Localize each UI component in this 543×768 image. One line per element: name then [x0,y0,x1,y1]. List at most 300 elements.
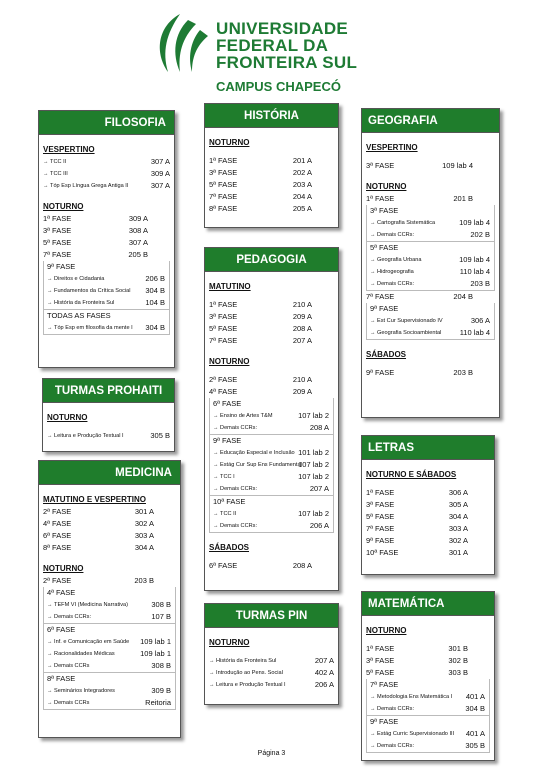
schedule-row [44,273,169,285]
label-text: 1ª FASE [209,156,238,165]
course-label [370,327,441,339]
schedule-row [39,168,174,180]
historia-title: HISTÓRIA [205,104,338,128]
course-label [47,660,89,672]
schedule-row [210,508,333,520]
phase-label [43,249,71,261]
phase-label [366,523,394,535]
room-label: 309 A [150,169,170,178]
schedule-row [44,599,175,611]
course-label [47,285,131,297]
label-text: Demais CCRs: [220,425,258,431]
arrow-icon: → [213,511,221,517]
room-label: 208 A [292,324,312,333]
room-label: 305 B [150,431,170,440]
letras-title: LETRAS [362,436,494,460]
label-text: 9ª FASE [366,536,395,545]
label-text: Leitura e Produção Textual I [216,682,286,688]
phase-group-heading: 5ª FASE [370,243,399,252]
label-text: Educação Especial e Inclusão [220,450,295,456]
schedule-row [39,156,174,168]
schedule-row [362,643,494,655]
label-text: 6ª FASE [43,531,72,540]
course-label [47,685,115,697]
arrow-icon: → [370,330,378,336]
room-label: 301 A [448,548,468,557]
phase-label [366,160,394,172]
filosofia-panel [38,110,175,368]
schedule-row [210,422,333,434]
phase-label [209,323,237,335]
label-text: 3ª FASE [209,168,238,177]
room-label: 209 A [292,387,312,396]
label-text: Racionalidades Médicas [54,651,115,657]
room-label: 208 A [309,423,329,432]
label-text: Demais CCRs [54,700,90,706]
phase-label [209,374,237,386]
label-text: 3ª FASE [366,500,395,509]
arrow-icon: → [370,269,378,275]
section-heading: NOTURNO E SÁBADOS [366,470,457,479]
phase-label [43,518,71,530]
label-text: 5ª FASE [43,238,72,247]
schedule-row [44,297,169,309]
schedule-row [44,660,175,672]
arrow-icon: → [213,474,221,480]
arrow-icon: → [47,663,55,669]
label-text: 8ª FASE [43,543,72,552]
label-text: 5ª FASE [366,512,395,521]
phase-label [366,655,394,667]
room-label: 110 lab 4 [459,328,490,337]
phase-label [43,237,71,249]
section-heading: MATUTINO [209,282,251,291]
arrow-icon: → [370,318,378,324]
label-text: TCC III [50,171,68,177]
course-label [209,655,276,667]
schedule-row [39,180,174,192]
phase-label [43,213,71,225]
label-text: 7ª FASE [43,250,72,259]
label-text: 1ª FASE [43,214,72,223]
medicina-panel [38,460,181,738]
room-label: Reitoria [145,698,171,707]
course-label [213,508,236,520]
schedule-row [367,327,494,339]
schedule-row [367,703,489,715]
section-heading: NOTURNO [43,564,84,573]
label-text: 1ª FASE [366,488,395,497]
label-text: Introdução ao Pens. Social [216,670,283,676]
schedule-row [367,315,494,327]
room-label: 304 B [145,323,165,332]
schedule-row [210,410,333,422]
room-label: 210 A [292,300,312,309]
course-label [370,266,414,278]
schedule-row [205,155,338,167]
arrow-icon: → [209,670,217,676]
label-text: Demais CCRs: [377,743,415,749]
arrow-icon: → [43,183,51,189]
section-heading: SÁBADOS [366,350,407,359]
schedule-row [362,367,499,379]
course-label [47,697,89,709]
uffs-logo-icon [150,12,212,74]
arrow-icon: → [370,220,378,226]
phase-group [209,496,334,533]
room-label: 306 A [448,488,468,497]
label-text: Hidrogeografia [377,269,414,275]
arrow-icon: → [213,462,221,468]
room-label: 308 B [151,661,171,670]
label-text: 3ª FASE [209,312,238,321]
course-label [47,297,114,309]
schedule-row [44,648,175,660]
course-label [213,447,295,459]
schedule-row [205,203,338,215]
arrow-icon: → [47,276,55,282]
schedule-row [210,471,333,483]
phase-group [43,587,176,624]
section-heading: NOTURNO [209,138,250,147]
schedule-row [205,679,338,691]
schedule-row [367,691,489,703]
room-label: 201 A [292,156,312,165]
schedule-row [362,523,494,535]
label-text: Demais CCRs: [220,486,258,492]
arrow-icon: → [209,682,217,688]
phase-label [209,386,237,398]
arrow-icon: → [370,257,378,263]
schedule-row [39,213,174,225]
phase-group [366,205,495,242]
phase-label [209,203,237,215]
phase-label [366,487,394,499]
historia-panel [204,103,339,228]
label-text: TCC II [50,159,67,165]
room-label: 107 lab 2 [298,472,329,481]
label-text: 9ª FASE [366,368,395,377]
label-text: Demais CCRs: [377,281,415,287]
room-label: 305 B [465,741,485,750]
section-heading: NOTURNO [43,202,84,211]
arrow-icon: → [47,651,55,657]
room-label: 204 A [292,192,312,201]
label-text: Estág Cur Sup Ens Fundamental [220,462,302,468]
room-label: 202 B [470,230,490,239]
phase-label [43,225,71,237]
arrow-icon: → [47,300,55,306]
label-text: 3ª FASE [366,656,395,665]
phase-label [209,560,237,572]
schedule-row [44,636,175,648]
prohaiti-panel [42,378,175,452]
phase-group-heading: 3ª FASE [370,206,399,215]
room-label: 205 A [292,204,312,213]
schedule-row [362,193,499,205]
label-text: História da Fronteira Sul [216,658,277,664]
phase-label [366,511,394,523]
phase-label [43,575,71,587]
label-text: Fundamentos da Crítica Social [54,288,131,294]
schedule-row [44,685,175,697]
section-heading: NOTURNO [209,357,250,366]
room-label: 304 B [465,704,485,713]
arrow-icon: → [370,706,378,712]
room-label: 206 A [314,680,334,689]
schedule-row [205,323,338,335]
schedule-row [39,530,180,542]
room-label: 307 A [150,157,170,166]
label-text: Direitos e Cidadania [54,276,105,282]
label-text: Demais CCRs: [54,614,92,620]
schedule-row [205,667,338,679]
schedule-row [362,499,494,511]
phase-label [366,499,394,511]
room-label: 109 lab 4 [459,255,490,264]
phase-group-heading: 7ª FASE [370,680,399,689]
course-label [370,728,454,740]
room-label: 109 lab 4 [442,161,473,170]
phase-label [366,535,394,547]
room-label: 301 A [134,507,154,516]
arrow-icon: → [43,171,51,177]
room-label: 203 B [453,368,473,377]
room-label: 203 B [470,279,490,288]
schedule-row [205,655,338,667]
course-label [370,703,414,715]
label-text: 6ª FASE [209,561,238,570]
phase-group [366,303,495,340]
room-label: 109 lab 4 [459,218,490,227]
phase-label [366,193,394,205]
schedule-row [44,285,169,297]
arrow-icon: → [213,450,221,456]
phase-group-heading: 9ª FASE [370,304,399,313]
course-label [43,168,68,180]
schedule-row [39,575,180,587]
course-label [213,471,235,483]
room-label: 206 B [145,274,165,283]
course-label [47,430,124,442]
label-text: 5ª FASE [366,668,395,677]
schedule-row [367,229,494,241]
room-label: 207 A [292,336,312,345]
phase-label: 7ª FASE [366,292,395,301]
room-label: 210 A [292,375,312,384]
arrow-icon: → [370,232,378,238]
schedule-row [205,386,338,398]
room-label: 305 A [448,500,468,509]
label-text: Est Cur Supervisionado IV [377,318,443,324]
arrow-icon: → [47,602,55,608]
course-label [213,483,257,495]
pin-title: TURMAS PIN [205,604,338,628]
schedule-row [205,374,338,386]
course-label [43,180,128,192]
phase-label [209,167,237,179]
room-label: 304 B [145,286,165,295]
arrow-icon: → [213,486,221,492]
schedule-row [39,249,174,261]
schedule-row [39,506,180,518]
arrow-icon: → [213,425,221,431]
schedule-row [362,547,494,559]
schedule-row [210,447,333,459]
university-header [150,10,410,92]
schedule-row [39,518,180,530]
label-text: 3ª FASE [43,226,72,235]
schedule-row [205,179,338,191]
room-label: 302 A [134,519,154,528]
arrow-icon: → [47,288,55,294]
geografia-title: GEOGRAFIA [362,109,499,133]
room-label: 309 B [151,686,171,695]
course-label [213,410,272,422]
label-text: 7ª FASE [209,192,238,201]
schedule-row [362,535,494,547]
schedule-row [205,311,338,323]
phase-group [43,310,170,335]
phase-label [366,367,394,379]
room-label: 303 B [448,668,468,677]
arrow-icon: → [47,614,55,620]
label-text: Inf. e Comunicação em Saúde [54,639,130,645]
schedule-row [39,542,180,554]
medicina-title: MEDICINA [39,461,180,485]
prohaiti-title: TURMAS PROHAITI [43,379,174,403]
course-label [47,599,128,611]
schedule-row [210,520,333,532]
course-label [47,322,133,334]
phase-row [362,291,499,303]
room-label: 203 A [292,180,312,189]
room-label: 107 lab 2 [298,509,329,518]
room-label: 110 lab 4 [459,267,490,276]
course-label [47,273,104,285]
phase-label [366,643,394,655]
pedagogia-panel [204,247,339,591]
label-text: 2ª FASE [43,507,72,516]
course-label [213,459,302,471]
arrow-icon: → [209,658,217,664]
label-text: 10ª FASE [366,548,399,557]
schedule-row [205,167,338,179]
arrow-icon: → [370,694,378,700]
room-label: 302 B [448,656,468,665]
room-label: 104 B [145,298,165,307]
room-label: 101 lab 2 [298,448,329,457]
filosofia-title: FILOSOFIA [39,111,174,135]
phase-group-heading: 10ª FASE [213,497,246,506]
room-label: 308 A [128,226,148,235]
phase-group-heading: 6ª FASE [47,625,76,634]
course-label [370,217,435,229]
matematica-panel [361,591,495,761]
schedule-row [362,511,494,523]
course-label [47,648,115,660]
label-text: Demais CCRs: [220,523,258,529]
room-label: 109 lab 1 [140,637,171,646]
pedagogia-title: PEDAGOGIA [205,248,338,272]
room-label: 201 B [453,194,473,203]
schedule-row [43,430,174,442]
room-label: 109 lab 1 [140,649,171,658]
phase-group [43,624,176,673]
label-text: TEFM VI (Medicina Narrativa) [54,602,129,608]
label-text: 5ª FASE [209,180,238,189]
schedule-row [44,697,175,709]
label-text: 1ª FASE [366,644,395,653]
schedule-row [205,299,338,311]
phase-group-heading: TODAS AS FASES [47,311,111,320]
arrow-icon: → [213,413,221,419]
room-label: 206 A [309,521,329,530]
course-label [370,315,443,327]
label-text: História da Fronteira Sul [54,300,115,306]
phase-label [209,335,237,347]
arrow-icon: → [370,281,378,287]
arrow-icon: → [47,433,55,439]
schedule-row [44,322,169,334]
course-label [47,611,91,623]
phase-group-heading: 9ª FASE [47,262,76,271]
geografia-panel [361,108,500,418]
room-label: 209 A [292,312,312,321]
arrow-icon: → [370,731,378,737]
course-label [209,679,286,691]
label-text: Cartografia Sistemática [377,220,436,226]
label-text: 1ª FASE [366,194,395,203]
arrow-icon: → [213,523,221,529]
room-label: 304 A [134,543,154,552]
label-text: Seminários Integradores [54,688,115,694]
schedule-row [362,667,494,679]
label-text: TCC I [220,474,235,480]
schedule-row [205,191,338,203]
room-label: 306 A [470,316,490,325]
label-text: 4ª FASE [209,387,238,396]
schedule-row [39,237,174,249]
course-label [370,229,414,241]
letras-panel [361,435,495,575]
schedule-row [367,728,489,740]
room-label: 307 A [128,238,148,247]
arrow-icon: → [47,700,55,706]
room-label: 303 A [134,531,154,540]
phase-group-heading: 9ª FASE [213,436,242,445]
room-label: 207 A [309,484,329,493]
schedule-row [367,266,494,278]
room-label: 308 B [151,600,171,609]
phase-label [209,299,237,311]
campus-name: CAMPUS CHAPECÓ [216,79,341,94]
course-label [370,278,414,290]
course-label [43,156,66,168]
arrow-icon: → [370,743,378,749]
schedule-row [367,217,494,229]
room-label: 402 A [314,668,334,677]
room-label: 203 B [134,576,154,585]
schedule-row [39,225,174,237]
phase-label [366,547,398,559]
room-label: 204 B [453,292,473,301]
label-text: 5ª FASE [209,324,238,333]
schedule-row [205,560,338,572]
room-label: 208 A [292,561,312,570]
course-label [47,636,129,648]
phase-label [209,179,237,191]
